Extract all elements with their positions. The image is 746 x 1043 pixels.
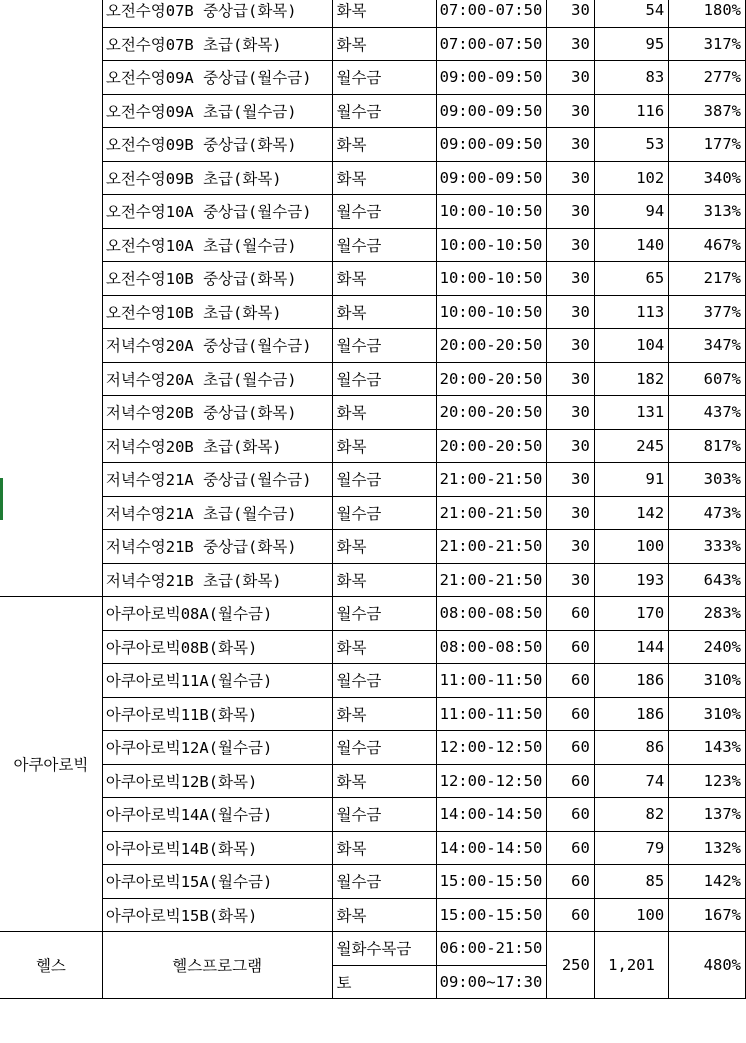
applicants-cell[interactable]: 170	[594, 597, 668, 631]
ratio-cell[interactable]: 377%	[669, 295, 746, 329]
time-cell[interactable]: 20:00-20:50	[436, 329, 547, 363]
applicants-cell[interactable]: 100	[594, 898, 668, 932]
table-row	[0, 731, 746, 765]
days-cell[interactable]: 월수금	[333, 463, 436, 497]
applicants-cell[interactable]: 131	[594, 396, 668, 430]
table-row	[0, 463, 746, 497]
ratio-cell[interactable]: 217%	[669, 262, 746, 296]
days-cell[interactable]: 월수금	[333, 362, 436, 396]
ratio-cell[interactable]: 180%	[669, 0, 746, 27]
capacity-cell[interactable]: 30	[547, 429, 595, 463]
days-cell[interactable]: 월수금	[333, 195, 436, 229]
program-cell[interactable]: 헬스프로그램	[102, 932, 333, 999]
applicants-cell[interactable]: 94	[594, 195, 668, 229]
days-cell[interactable]: 화목	[333, 898, 436, 932]
time-cell[interactable]: 15:00-15:50	[436, 865, 547, 899]
time-cell[interactable]: 07:00-07:50	[436, 27, 547, 61]
time-cell[interactable]: 12:00-12:50	[436, 764, 547, 798]
days-cell[interactable]: 화목	[333, 429, 436, 463]
program-cell[interactable]: 저녁수영21B 초급(화목)	[102, 563, 333, 597]
ratio-cell[interactable]: 142%	[669, 865, 746, 899]
days-cell[interactable]: 월수금	[333, 865, 436, 899]
applicants-cell[interactable]: 116	[594, 94, 668, 128]
applicants-cell[interactable]: 245	[594, 429, 668, 463]
days-cell[interactable]: 월수금	[333, 61, 436, 95]
program-cell[interactable]: 오전수영07B 초급(화목)	[102, 27, 333, 61]
applicants-cell[interactable]: 65	[594, 262, 668, 296]
ratio-cell[interactable]: 310%	[669, 664, 746, 698]
time-cell[interactable]: 21:00-21:50	[436, 496, 547, 530]
applicants-cell[interactable]: 85	[594, 865, 668, 899]
time-cell[interactable]: 09:00-09:50	[436, 61, 547, 95]
capacity-cell[interactable]: 30	[547, 0, 595, 27]
time-cell[interactable]: 20:00-20:50	[436, 429, 547, 463]
program-cell[interactable]: 오전수영09A 중상급(월수금)	[102, 61, 333, 95]
time-cell[interactable]: 10:00-10:50	[436, 228, 547, 262]
days-cell[interactable]: 화목	[333, 128, 436, 162]
time-cell[interactable]: 14:00-14:50	[436, 831, 547, 865]
time-cell[interactable]: 21:00-21:50	[436, 563, 547, 597]
program-cell[interactable]: 오전수영10A 초급(월수금)	[102, 228, 333, 262]
program-cell[interactable]: 오전수영09B 중상급(화목)	[102, 128, 333, 162]
table-row	[0, 697, 746, 731]
program-cell[interactable]: 저녁수영21A 중상급(월수금)	[102, 463, 333, 497]
capacity-cell[interactable]: 30	[547, 463, 595, 497]
category-cell-swim[interactable]	[0, 0, 102, 597]
capacity-cell[interactable]: 30	[547, 362, 595, 396]
time-cell[interactable]: 10:00-10:50	[436, 295, 547, 329]
capacity-cell[interactable]: 30	[547, 563, 595, 597]
ratio-cell[interactable]: 313%	[669, 195, 746, 229]
ratio-cell[interactable]: 467%	[669, 228, 746, 262]
applicants-cell[interactable]: 95	[594, 27, 668, 61]
program-cell[interactable]: 오전수영10B 초급(화목)	[102, 295, 333, 329]
applicants-cell[interactable]: 186	[594, 664, 668, 698]
time-cell[interactable]: 07:00-07:50	[436, 0, 547, 27]
ratio-cell[interactable]: 310%	[669, 697, 746, 731]
capacity-cell[interactable]: 30	[547, 195, 595, 229]
ratio-cell[interactable]: 643%	[669, 563, 746, 597]
capacity-cell[interactable]: 60	[547, 697, 595, 731]
table-row	[0, 630, 746, 664]
program-cell[interactable]: 저녁수영20B 중상급(화목)	[102, 396, 333, 430]
ratio-cell[interactable]: 607%	[669, 362, 746, 396]
capacity-cell[interactable]: 60	[547, 764, 595, 798]
capacity-cell[interactable]: 30	[547, 228, 595, 262]
ratio-cell[interactable]: 137%	[669, 798, 746, 832]
days-cell[interactable]: 화목	[333, 764, 436, 798]
capacity-cell[interactable]: 60	[547, 731, 595, 765]
ratio-cell[interactable]: 473%	[669, 496, 746, 530]
capacity-cell[interactable]: 30	[547, 262, 595, 296]
program-cell[interactable]: 아쿠아로빅08A(월수금)	[102, 597, 333, 631]
table-row	[0, 898, 746, 932]
days-cell[interactable]: 화목	[333, 0, 436, 27]
time-cell[interactable]: 21:00-21:50	[436, 463, 547, 497]
table-row	[0, 362, 746, 396]
program-cell[interactable]: 아쿠아로빅14B(화목)	[102, 831, 333, 865]
program-cell[interactable]: 오전수영09A 초급(월수금)	[102, 94, 333, 128]
time-cell[interactable]: 11:00-11:50	[436, 697, 547, 731]
ratio-cell[interactable]: 317%	[669, 27, 746, 61]
capacity-cell[interactable]: 60	[547, 664, 595, 698]
applicants-cell[interactable]: 144	[594, 630, 668, 664]
applicants-cell[interactable]: 53	[594, 128, 668, 162]
capacity-cell[interactable]: 60	[547, 898, 595, 932]
capacity-cell[interactable]: 30	[547, 94, 595, 128]
capacity-cell[interactable]: 60	[547, 630, 595, 664]
ratio-cell[interactable]: 167%	[669, 898, 746, 932]
time-cell[interactable]: 14:00-14:50	[436, 798, 547, 832]
applicants-cell[interactable]: 1,201	[594, 932, 668, 999]
table-row	[0, 764, 746, 798]
program-cell[interactable]: 아쿠아로빅08B(화목)	[102, 630, 333, 664]
days-cell[interactable]: 화목	[333, 295, 436, 329]
program-cell[interactable]: 아쿠아로빅15A(월수금)	[102, 865, 333, 899]
capacity-cell[interactable]: 250	[547, 932, 595, 999]
ratio-cell[interactable]: 340%	[669, 161, 746, 195]
time-cell[interactable]: 15:00-15:50	[436, 898, 547, 932]
program-cell[interactable]: 오전수영10A 중상급(월수금)	[102, 195, 333, 229]
time-cell[interactable]: 12:00-12:50	[436, 731, 547, 765]
table-row	[0, 831, 746, 865]
program-cell[interactable]: 저녁수영20A 중상급(월수금)	[102, 329, 333, 363]
capacity-cell[interactable]: 30	[547, 128, 595, 162]
table-row	[0, 496, 746, 530]
program-cell[interactable]: 오전수영07B 중상급(화목)	[102, 0, 333, 27]
applicants-cell[interactable]: 193	[594, 563, 668, 597]
applicants-cell[interactable]: 54	[594, 0, 668, 27]
applicants-cell[interactable]: 102	[594, 161, 668, 195]
applicants-cell[interactable]: 186	[594, 697, 668, 731]
ratio-cell[interactable]: 143%	[669, 731, 746, 765]
days-cell[interactable]: 월수금	[333, 94, 436, 128]
days-cell[interactable]: 화목	[333, 27, 436, 61]
capacity-cell[interactable]: 30	[547, 161, 595, 195]
program-cell[interactable]: 아쿠아로빅11B(화목)	[102, 697, 333, 731]
table-row	[0, 396, 746, 430]
days-cell[interactable]: 화목	[333, 396, 436, 430]
time-cell[interactable]: 20:00-20:50	[436, 396, 547, 430]
applicants-cell[interactable]: 86	[594, 731, 668, 765]
capacity-cell[interactable]: 30	[547, 530, 595, 564]
table-row	[0, 195, 746, 229]
applicants-cell[interactable]: 74	[594, 764, 668, 798]
program-cell[interactable]: 아쿠아로빅12A(월수금)	[102, 731, 333, 765]
table-row	[0, 161, 746, 195]
capacity-cell[interactable]: 30	[547, 329, 595, 363]
program-cell[interactable]: 저녁수영20A 초급(월수금)	[102, 362, 333, 396]
ratio-cell[interactable]: 333%	[669, 530, 746, 564]
program-cell[interactable]: 아쿠아로빅12B(화목)	[102, 764, 333, 798]
program-cell[interactable]: 저녁수영21B 중상급(화목)	[102, 530, 333, 564]
program-cell[interactable]: 오전수영10B 중상급(화목)	[102, 262, 333, 296]
table-row	[0, 932, 746, 966]
applicants-cell[interactable]: 104	[594, 329, 668, 363]
table-row	[0, 0, 746, 27]
time-cell[interactable]: 11:00-11:50	[436, 664, 547, 698]
table-row	[0, 664, 746, 698]
program-cell[interactable]: 아쿠아로빅14A(월수금)	[102, 798, 333, 832]
category-cell-health[interactable]: 헬스	[0, 932, 102, 999]
ratio-cell[interactable]: 817%	[669, 429, 746, 463]
capacity-cell[interactable]: 60	[547, 597, 595, 631]
time-cell[interactable]: 20:00-20:50	[436, 362, 547, 396]
days-cell[interactable]: 화목	[333, 161, 436, 195]
table-row	[0, 798, 746, 832]
capacity-cell[interactable]: 30	[547, 295, 595, 329]
program-cell[interactable]: 아쿠아로빅11A(월수금)	[102, 664, 333, 698]
applicants-cell[interactable]: 91	[594, 463, 668, 497]
ratio-cell[interactable]: 177%	[669, 128, 746, 162]
ratio-cell[interactable]: 283%	[669, 597, 746, 631]
table-row	[0, 530, 746, 564]
days-cell[interactable]: 월수금	[333, 228, 436, 262]
table-row	[0, 597, 746, 631]
capacity-cell[interactable]: 30	[547, 61, 595, 95]
time-cell[interactable]: 08:00-08:50	[436, 597, 547, 631]
ratio-cell[interactable]: 303%	[669, 463, 746, 497]
ratio-cell[interactable]: 437%	[669, 396, 746, 430]
applicants-cell[interactable]: 82	[594, 798, 668, 832]
capacity-cell[interactable]: 60	[547, 798, 595, 832]
days-cell[interactable]: 월수금	[333, 329, 436, 363]
days-cell[interactable]: 월화수목금	[333, 932, 436, 966]
table-row	[0, 61, 746, 95]
days-cell[interactable]: 화목	[333, 630, 436, 664]
table-row	[0, 94, 746, 128]
capacity-cell[interactable]: 30	[547, 496, 595, 530]
table-row	[0, 865, 746, 899]
program-cell[interactable]: 아쿠아로빅15B(화목)	[102, 898, 333, 932]
time-cell[interactable]: 21:00-21:50	[436, 530, 547, 564]
ratio-cell[interactable]: 240%	[669, 630, 746, 664]
days-cell[interactable]: 화목	[333, 262, 436, 296]
capacity-cell[interactable]: 60	[547, 831, 595, 865]
capacity-cell[interactable]: 60	[547, 865, 595, 899]
days-cell[interactable]: 화목	[333, 563, 436, 597]
table-row	[0, 27, 746, 61]
applicants-cell[interactable]: 79	[594, 831, 668, 865]
applicants-cell[interactable]: 83	[594, 61, 668, 95]
program-cell[interactable]: 저녁수영20B 초급(화목)	[102, 429, 333, 463]
time-cell[interactable]: 09:00~17:30	[436, 965, 547, 999]
table-row	[0, 128, 746, 162]
table-row	[0, 563, 746, 597]
time-cell[interactable]: 09:00-09:50	[436, 161, 547, 195]
table-row	[0, 429, 746, 463]
ratio-cell[interactable]: 132%	[669, 831, 746, 865]
days-cell[interactable]: 월수금	[333, 664, 436, 698]
ratio-cell[interactable]: 480%	[669, 932, 746, 999]
applicants-cell[interactable]: 142	[594, 496, 668, 530]
table-row	[0, 329, 746, 363]
time-cell[interactable]: 09:00-09:50	[436, 128, 547, 162]
ratio-cell[interactable]: 387%	[669, 94, 746, 128]
capacity-cell[interactable]: 30	[547, 27, 595, 61]
days-cell[interactable]: 월수금	[333, 597, 436, 631]
applicants-cell[interactable]: 182	[594, 362, 668, 396]
program-cell[interactable]: 저녁수영21A 초급(월수금)	[102, 496, 333, 530]
table-row	[0, 228, 746, 262]
applicants-cell[interactable]: 140	[594, 228, 668, 262]
table-row	[0, 262, 746, 296]
days-cell[interactable]: 월수금	[333, 798, 436, 832]
capacity-cell[interactable]: 30	[547, 396, 595, 430]
applicants-cell[interactable]: 100	[594, 530, 668, 564]
table-row	[0, 295, 746, 329]
time-cell[interactable]: 09:00-09:50	[436, 94, 547, 128]
days-cell[interactable]: 화목	[333, 530, 436, 564]
days-cell[interactable]: 월수금	[333, 496, 436, 530]
category-cell-aqua[interactable]: 아쿠아로빅	[0, 597, 102, 932]
time-cell[interactable]: 10:00-10:50	[436, 262, 547, 296]
days-cell[interactable]: 토	[333, 965, 436, 999]
time-cell[interactable]: 08:00-08:50	[436, 630, 547, 664]
days-cell[interactable]: 화목	[333, 831, 436, 865]
ratio-cell[interactable]: 123%	[669, 764, 746, 798]
ratio-cell[interactable]: 277%	[669, 61, 746, 95]
days-cell[interactable]: 화목	[333, 697, 436, 731]
days-cell[interactable]: 월수금	[333, 731, 436, 765]
applicants-cell[interactable]: 113	[594, 295, 668, 329]
program-cell[interactable]: 오전수영09B 초급(화목)	[102, 161, 333, 195]
ratio-cell[interactable]: 347%	[669, 329, 746, 363]
time-cell[interactable]: 10:00-10:50	[436, 195, 547, 229]
time-cell[interactable]: 06:00-21:50	[436, 932, 547, 966]
